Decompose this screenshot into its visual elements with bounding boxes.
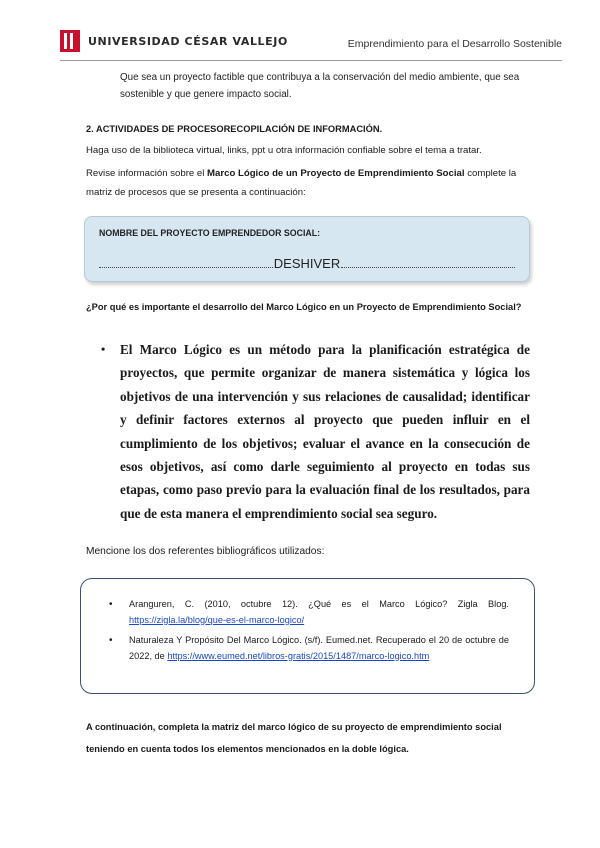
instruction-paragraph-1: Haga uso de la biblioteca virtual, links, ppt u otra información confiable sobre el tema a tratar. [86, 145, 482, 156]
project-name-label: NOMBRE DEL PROYECTO EMPRENDEDOR SOCIAL: [99, 228, 321, 238]
project-name-value: DESHIVER [273, 256, 341, 271]
leader-dots-right [341, 263, 515, 268]
reference-link[interactable]: https://www.eumed.net/libros-gratis/2015/1487/marco-logico.htm [167, 650, 430, 661]
instruction-paragraph-2 [86, 164, 526, 202]
instruction-emphasis: Marco Lógico de un Proyecto de Emprendimiento Social [207, 168, 465, 179]
page-header [0, 0, 600, 70]
answer-item [98, 338, 530, 525]
reference-link[interactable]: https://zigla.la/blog/que-es-el-marco-logico/ [129, 614, 305, 625]
course-title: Emprendimiento para el Desarrollo Sostenible [347, 38, 562, 50]
leader-dots-left [99, 263, 273, 268]
instruction-text-end: complete la matriz de procesos que se presenta a continuación: [86, 168, 517, 198]
ucv-logo-icon [60, 30, 80, 52]
intro-paragraph: Que sea un proyecto factible que contribuya a la conservación del medio ambiente, que sea sostenible y que genere impacto social. [120, 72, 520, 100]
question-text: ¿Por qué es importante el desarrollo del Marco Lógico en un Proyecto de Emprendimiento Social? [86, 302, 522, 312]
university-logo [60, 30, 288, 52]
project-name-box [84, 216, 530, 282]
bullet-icon: • [109, 635, 113, 646]
bullet-icon: • [109, 599, 113, 610]
references-box [80, 578, 535, 694]
reference-text: Aranguren, C. (2010, octubre 12). ¿Qué es el Marco Lógico? Zigla Blog. [129, 599, 509, 609]
closing-paragraph: A continuación, completa la matriz del marco lógico de su proyecto de emprendimiento social teniendo en cuenta todos los elementos mencionados en la doble lógica. [86, 722, 502, 754]
header-divider [60, 60, 562, 61]
answer-list [98, 338, 530, 525]
university-name: UNIVERSIDAD CÉSAR VALLEJO [88, 34, 288, 48]
reference-item [109, 633, 509, 664]
reference-text: Naturaleza Y Propósito Del Marco Lógico. (s/f). Eumed.net. Recuperado el 20 de octubre de 2022, de [129, 635, 509, 661]
instruction-text-start: Revise información sobre el [86, 168, 208, 179]
answer-text: El Marco Lógico es un método para la planificación estratégica de proyectos, que permite organizar de manera sistemática y lógica los objetivos de una intervención y sus relaciones de causalidad; identificar y definir factores externos al proyecto que pueden influir en el cumplimiento de los objetivos; evaluar el avance en la consecución de esos objetivos, así como darle seguimiento al proyecto en todas sus etapas, como paso previo para la evaluación final de los resultados, para que de esta manera el emprendimiento social sea seguro. [120, 342, 530, 521]
bullet-icon: • [101, 342, 106, 356]
references-caption: Mencione los dos referentes bibliográficos utilizados: [86, 546, 325, 557]
references-list [109, 597, 509, 669]
section-title: 2. ACTIVIDADES DE PROCESORECOPILACIÓN DE INFORMACIÓN. [86, 124, 383, 134]
project-name-line [99, 251, 515, 271]
reference-item [109, 597, 509, 628]
